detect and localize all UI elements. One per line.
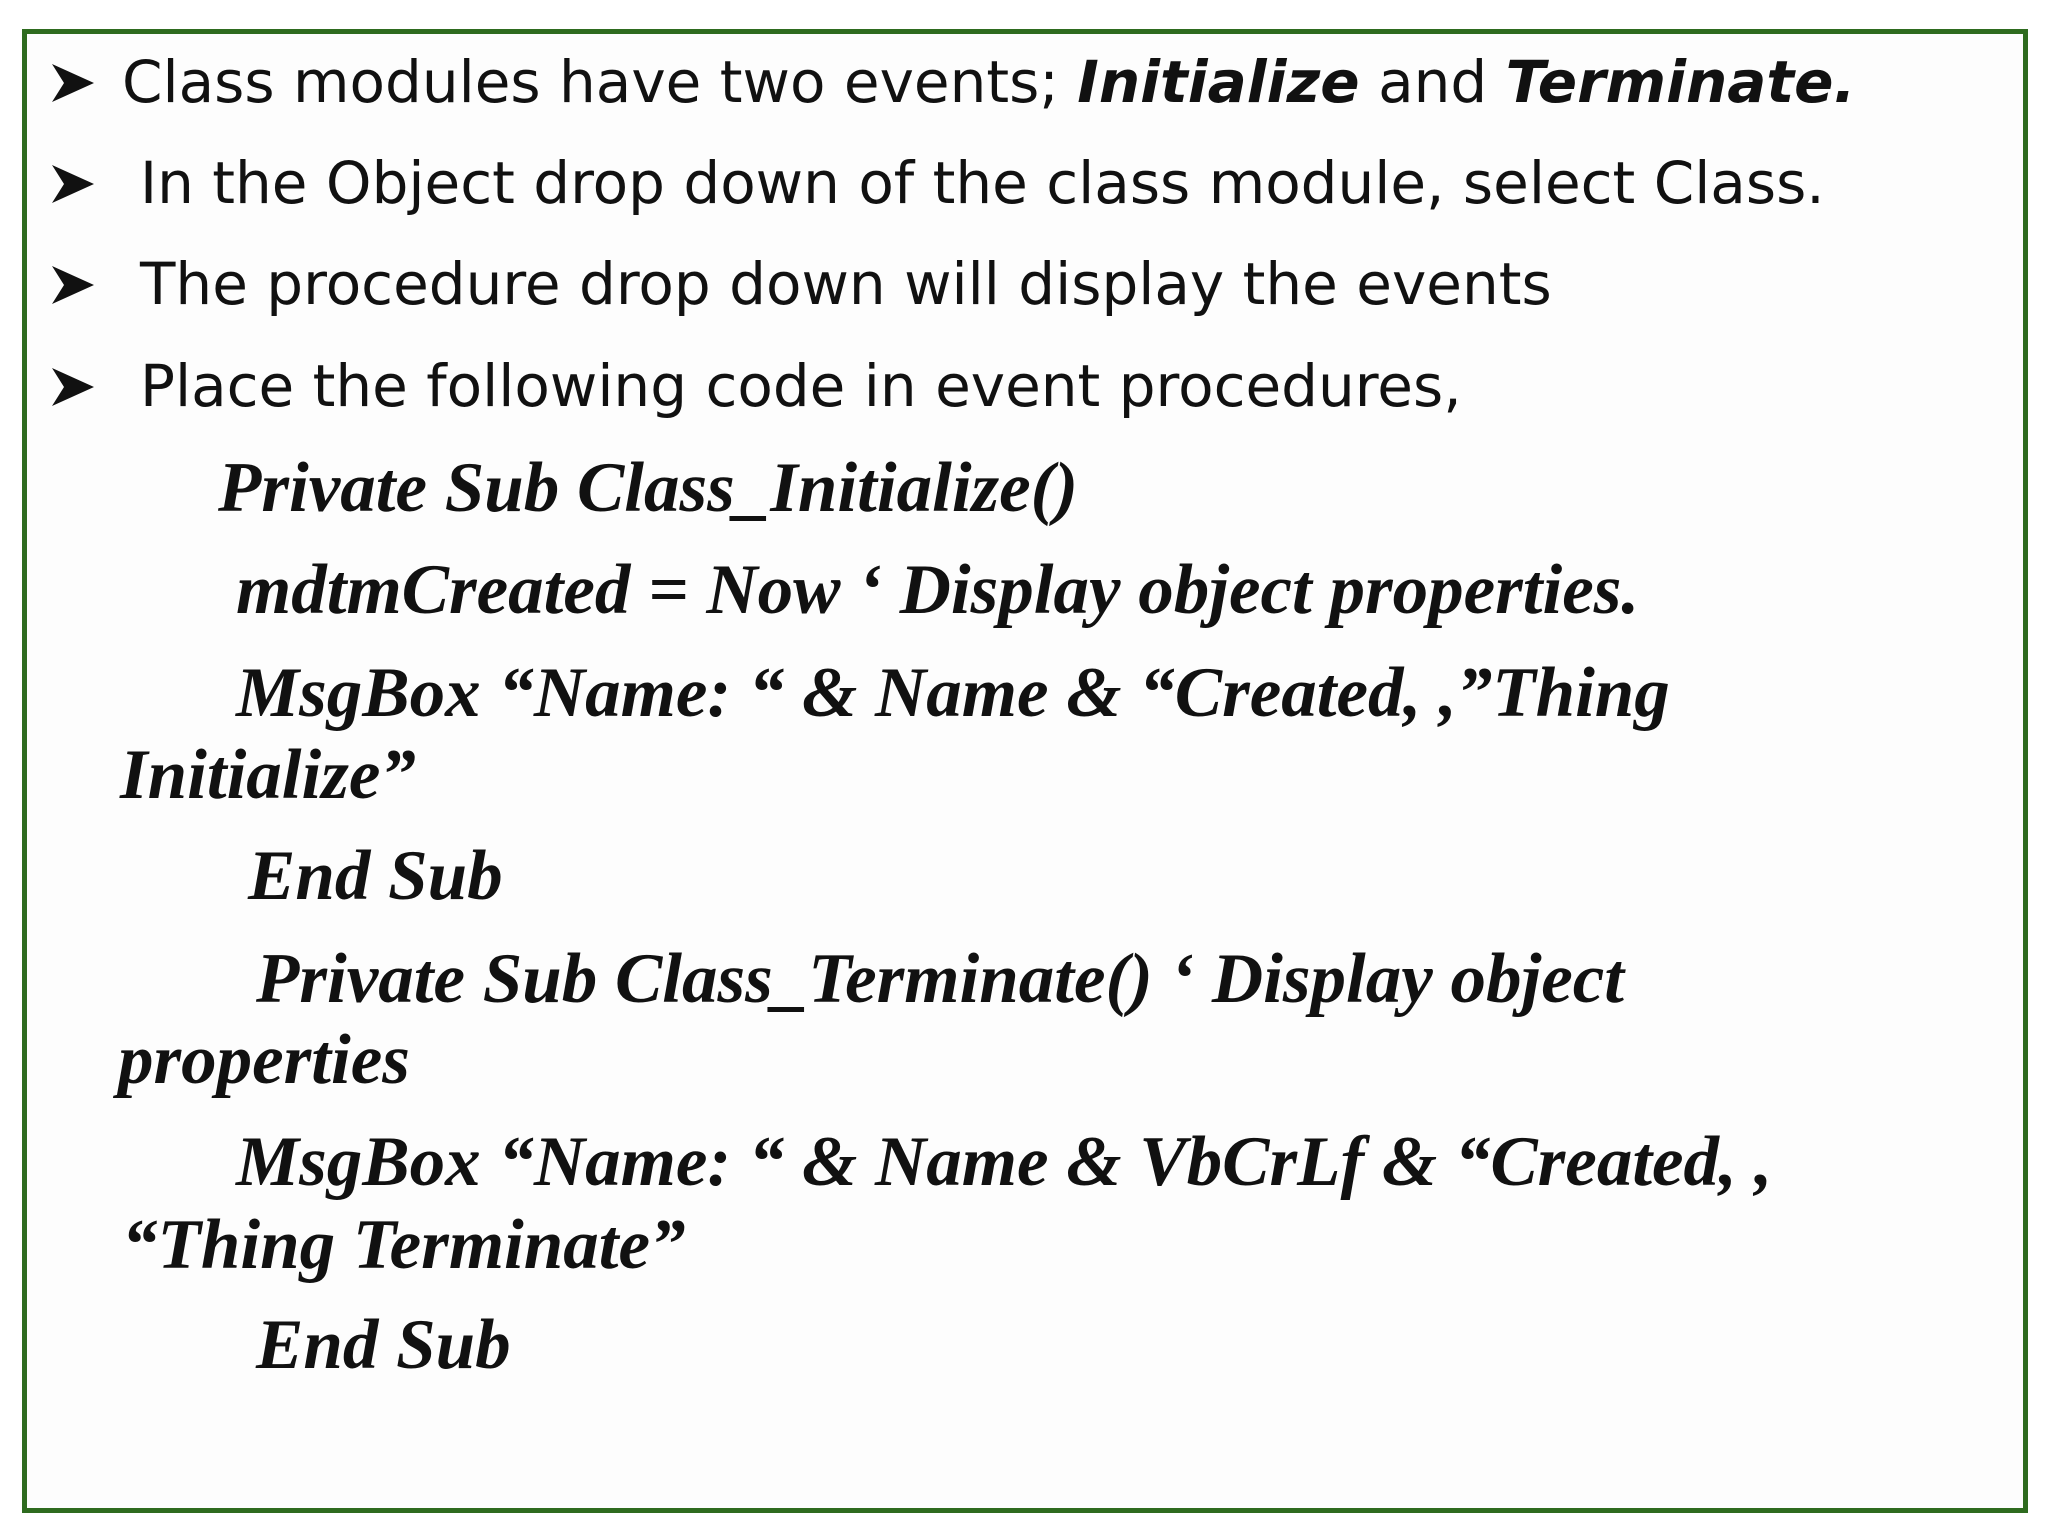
code-line-msgbox-terminate-cont: “Thing Terminate” [122,1206,686,1284]
bullet-item-events [122,47,1856,117]
code-line-end-sub: End Sub [248,837,503,915]
bullet-text-joiner: and [1359,48,1506,116]
code-line-mdtmcreated: mdtmCreated = Now ‘ Display object properties. [236,551,1640,629]
bullet-item-procedure-dropdown: The procedure drop down will display the events [140,250,1552,318]
code-line-msgbox-terminate: MsgBox “Name: “ & Name & VbCrLf & “Created, , [236,1123,1773,1201]
arrowhead-bullet-icon [48,362,98,412]
code-line-end-sub: End Sub [256,1306,511,1384]
bullet-item-object-dropdown: In the Object drop down of the class module, select Class. [140,149,1825,217]
arrowhead-bullet-icon [48,58,98,108]
keyword-terminate: Terminate. [1505,48,1856,116]
code-line-sub-terminate: Private Sub Class_Terminate() ‘ Display object [256,940,1624,1018]
arrowhead-bullet-icon [48,159,98,209]
bullet-item-place-code: Place the following code in event procedures, [140,352,1462,420]
code-line-msgbox-initialize: MsgBox “Name: “ & Name & “Created, ,”Thing [236,654,1670,732]
code-line-msgbox-initialize-cont: Initialize” [120,736,416,814]
arrowhead-bullet-icon [48,260,98,310]
bullet-text: Class modules have two events; [122,48,1078,116]
code-line-sub-terminate-cont: properties [118,1021,410,1099]
code-line-sub-initialize: Private Sub Class_Initialize() [218,449,1078,527]
keyword-initialize: Initialize [1077,48,1360,116]
